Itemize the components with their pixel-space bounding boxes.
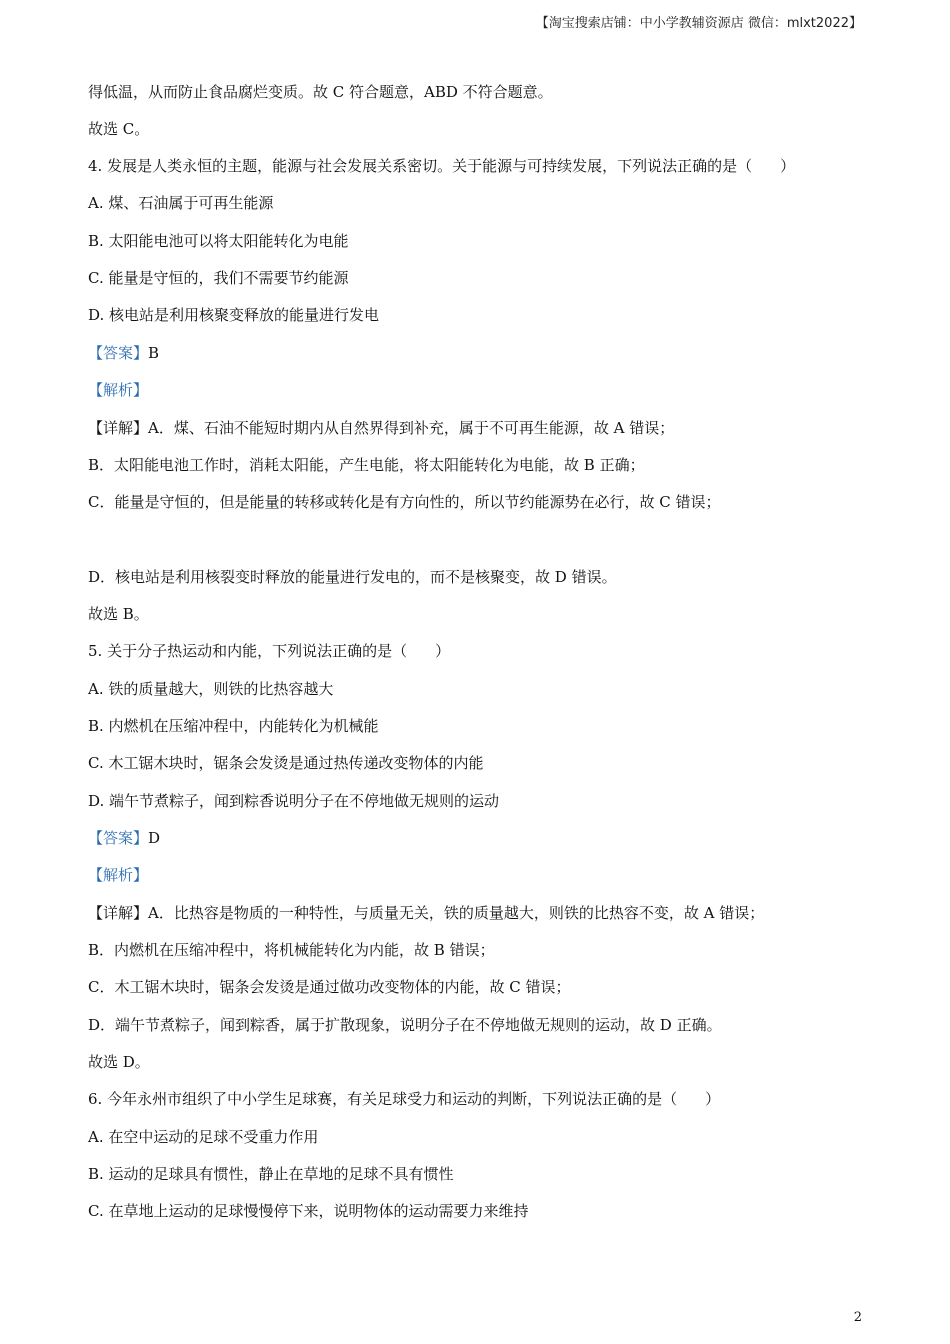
detail-line: B．太阳能电池工作时，消耗太阳能，产生电能，将太阳能转化为电能，故 B 正确； <box>88 456 645 474</box>
option-c: C. 木工锯木块时，锯条会发烫是通过热传递改变物体的内能 <box>88 754 484 772</box>
question-stem-text: 6. 今年永州市组织了中小学生足球赛，有关足球受力和运动的判断，下列说法正确的是（ <box>88 1090 678 1108</box>
answer-value: B <box>148 344 160 362</box>
choose-line: 故选 D。 <box>88 1053 150 1071</box>
answer-tag: 【答案】 <box>88 344 149 362</box>
question-stem-text: 5. 关于分子热运动和内能，下列说法正确的是（ <box>88 642 408 660</box>
detail-line: D．端午节煮粽子，闻到粽香，属于扩散现象，说明分子在不停地做无规则的运动，故 D 正确。 <box>88 1016 722 1034</box>
detail-line <box>88 903 764 923</box>
detail-line <box>88 418 674 438</box>
option-a: A. 铁的质量越大，则铁的比热容越大 <box>88 680 334 698</box>
option-d: D. 端午节煮粽子，闻到粽香说明分子在不停地做无规则的运动 <box>88 792 500 810</box>
answer-line <box>88 828 160 848</box>
option-a: A. 煤、石油属于可再生能源 <box>88 194 274 212</box>
analysis-tag: 【解析】 <box>88 381 149 399</box>
page-header: 【淘宝搜索店铺：中小学教辅资源店 微信：mlxt2022】 <box>535 16 862 31</box>
answer-tag: 【答案】 <box>88 829 149 847</box>
detail-tag: 【详解】 <box>88 419 149 437</box>
detail-line: C．能量是守恒的，但是能量的转移或转化是有方向性的，所以节约能源势在必行，故 C 错误； <box>88 493 721 511</box>
option-d: D. 核电站是利用核聚变释放的能量进行发电 <box>88 306 380 324</box>
paren-close: ） <box>705 1090 721 1108</box>
question-5-stem <box>88 641 450 661</box>
question-6-stem <box>88 1089 720 1109</box>
paren-close: ） <box>435 642 451 660</box>
text-line: 故选 C。 <box>88 120 150 138</box>
page-number: 2 <box>853 1310 862 1325</box>
answer-line <box>88 343 159 363</box>
detail-line: C．木工锯木块时，锯条会发烫是通过做功改变物体的内能，故 C 错误； <box>88 978 571 996</box>
question-stem-text: 4. 发展是人类永恒的主题，能源与社会发展关系密切。关于能源与可持续发展，下列说法正确的是（ <box>88 157 753 175</box>
detail-text: A．煤、石油不能短时期内从自然界得到补充，属于不可再生能源，故 A 错误； <box>148 419 675 437</box>
analysis-tag: 【解析】 <box>88 866 149 884</box>
detail-line: D．核电站是利用核裂变时释放的能量进行发电的，而不是核聚变，故 D 错误。 <box>88 568 617 586</box>
option-a: A. 在空中运动的足球不受重力作用 <box>88 1128 319 1146</box>
option-b: B. 太阳能电池可以将太阳能转化为电能 <box>88 232 349 250</box>
choose-line: 故选 B。 <box>88 605 149 623</box>
paren-close: ） <box>780 157 796 175</box>
question-4-stem <box>88 156 795 176</box>
detail-line: B．内燃机在压缩冲程中，将机械能转化为内能，故 B 错误； <box>88 941 495 959</box>
option-b: B. 内燃机在压缩冲程中，内能转化为机械能 <box>88 717 379 735</box>
detail-tag: 【详解】 <box>88 904 149 922</box>
detail-text: A．比热容是物质的一种特性，与质量无关，铁的质量越大，则铁的比热容不变，故 A 错误； <box>148 904 765 922</box>
option-c: C. 在草地上运动的足球慢慢停下来，说明物体的运动需要力来维持 <box>88 1202 529 1220</box>
text-line: 得低温，从而防止食品腐烂变质。故 C 符合题意，ABD 不符合题意。 <box>88 83 553 101</box>
option-b: B. 运动的足球具有惯性，静止在草地的足球不具有惯性 <box>88 1165 454 1183</box>
option-c: C. 能量是守恒的，我们不需要节约能源 <box>88 269 349 287</box>
answer-value: D <box>148 829 161 847</box>
